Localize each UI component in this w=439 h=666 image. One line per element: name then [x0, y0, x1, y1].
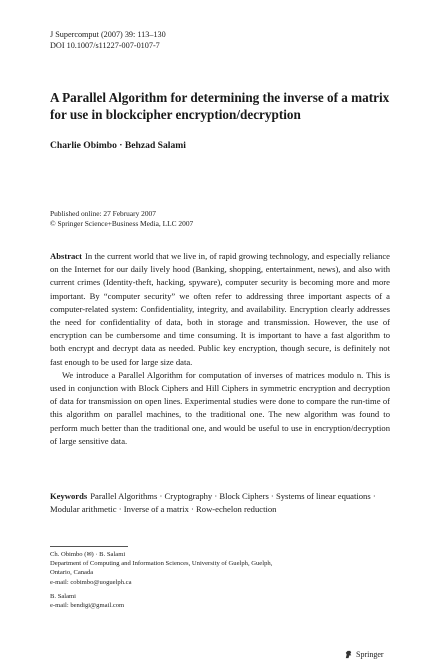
copyright: © Springer Science+Business Media, LLC 2007 [50, 218, 194, 228]
email-1: e-mail: cobimbo@uoguelph.ca [50, 578, 132, 586]
paper-title: A Parallel Algorithm for determining the inverse of a matrix for use in blockcipher encryption/decryption [50, 90, 390, 122]
corresponding-author-name: Ch. Obimbo ( [50, 551, 87, 558]
envelope-icon: ✉ [86, 551, 92, 558]
publisher-logo [344, 650, 384, 659]
affiliation-place: Ontario, Canada [50, 569, 94, 577]
publisher-name: Springer [356, 650, 384, 659]
abstract-heading: Abstract [50, 251, 82, 261]
keywords-list: Parallel Algorithms · Cryptography · Block Ciphers · Systems of linear equations · Modular arithmetic · Inverse of a matrix · Row-echelon reduction [50, 491, 376, 515]
keywords-heading: Keywords [50, 491, 88, 501]
abstract-paragraph-1: In the current world that we live in, of rapid growing technology, and especially reliance on the Internet for our daily lively hood (Banking, shopping, entertainment, news), and also with current crimes (Identity-theft, hacking, spyware), computer security is becoming more and more important. By “computer security” we often refer to addressing three important aspects of a computer-related system: Confidentiality, integrity, and availability. Encryption clearly addresses the need for confidentiality of data, both in storage and transmission. However, the use of encryption can be cumbersome and time consuming. It is important to have a fast algorithm to both encrypt and decrypt data as needed. Public key encryption, though secure, is definitely not fast enough to be used for large size data. [50, 251, 390, 367]
doi: DOI 10.1007/s11227-007-0107-7 [50, 40, 160, 50]
affiliation-dept: Department of Computing and Information Sciences, University of Guelph, Guelph, [50, 560, 273, 568]
abstract [50, 250, 390, 448]
second-author-name: B. Salami [50, 592, 77, 600]
publication-info [50, 209, 193, 229]
springer-horse-icon [344, 650, 353, 659]
authors: Charlie Obimbo · Behzad Salami [50, 140, 186, 151]
published-date: Published online: 27 February 2007 [50, 209, 156, 218]
keywords [50, 490, 390, 516]
abstract-paragraph-2: We introduce a Parallel Algorithm for computation of inverses of matrices modulo n. This is used in conjunction with Block Ciphers and Hill Ciphers in symmetric encryption and decryption of data for transmission on open lines. Experimental studies were done to compare the run-time of this algorithm on parallel machines, to the traditional one. The new algorithm was found to perform much better than the traditional one, and would be useful to use in encryption/decryption of large sensitive data. [50, 369, 390, 446]
email-2: e-mail: bendigi@gmail.com [50, 602, 125, 610]
author-footnote [50, 550, 380, 610]
journal-meta [50, 30, 166, 51]
journal-citation: J Supercomput (2007) 39: 113–130 [50, 30, 166, 39]
footnote-rule [50, 546, 128, 547]
corresponding-author-line [50, 550, 380, 559]
coauthor-name: ) · B. Salami [91, 551, 126, 558]
